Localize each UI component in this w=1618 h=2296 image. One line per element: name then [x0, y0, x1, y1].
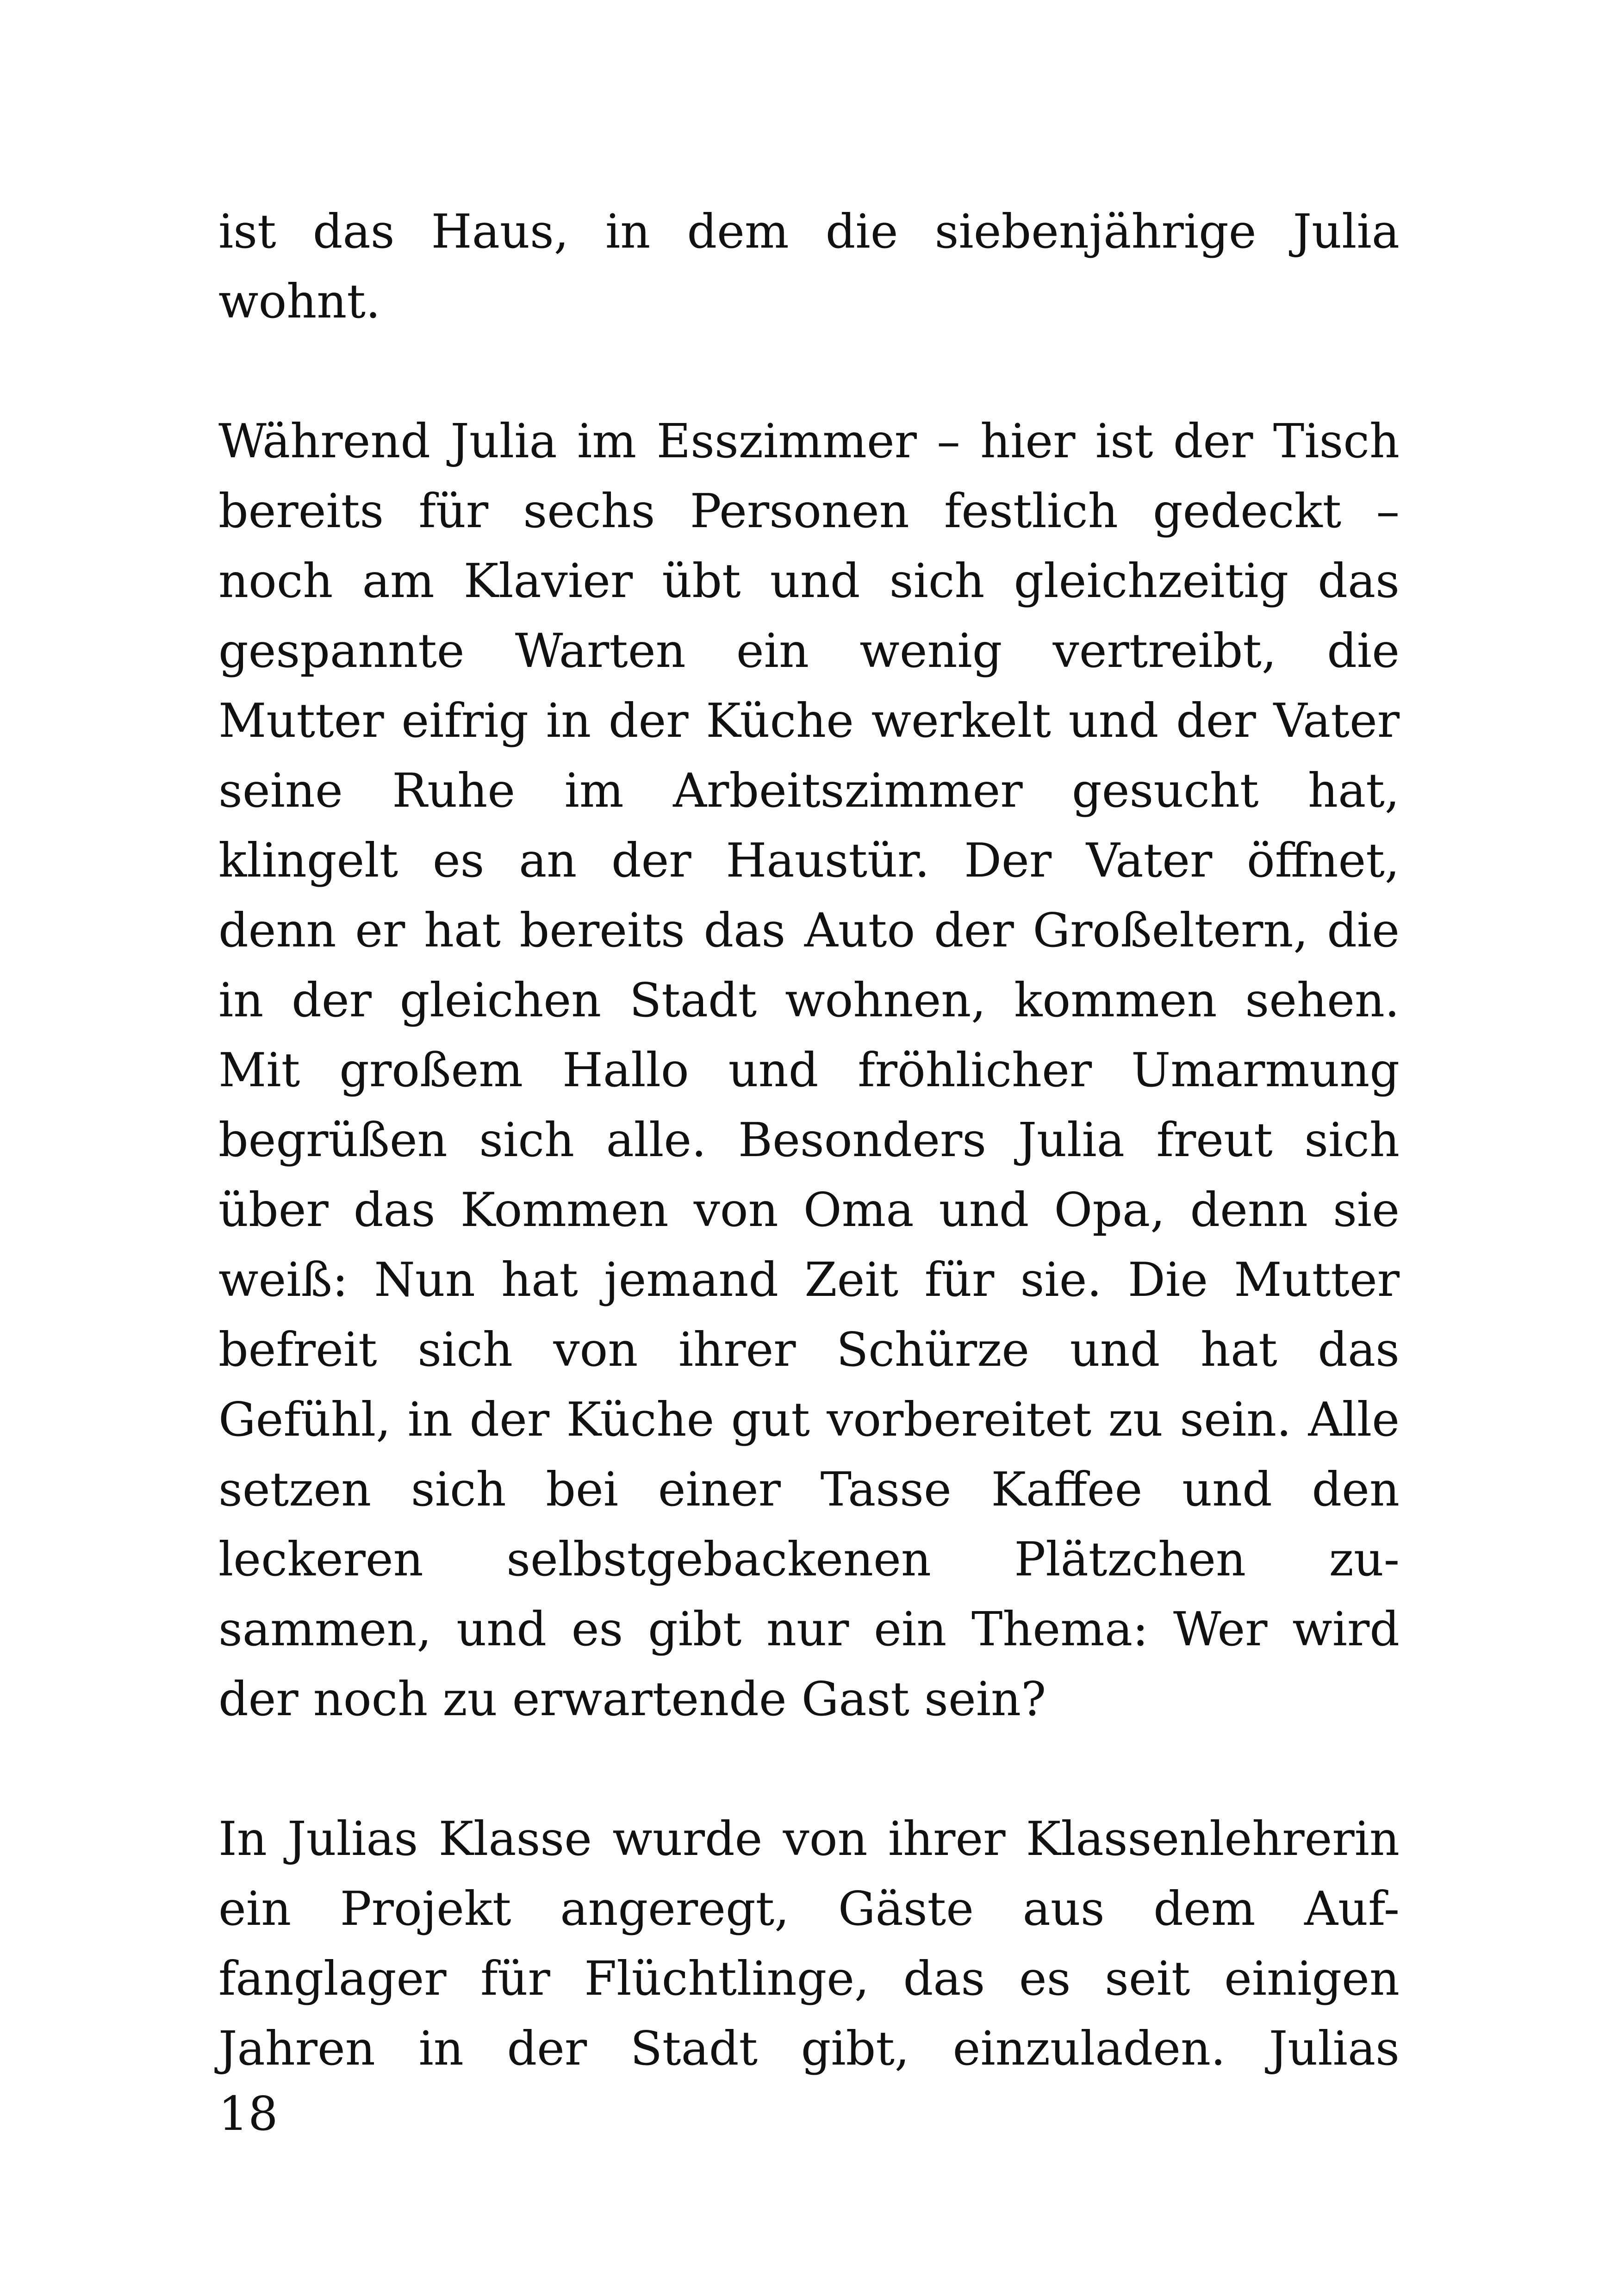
paragraph-3	[218, 1804, 1400, 2084]
text-line: begrüßen sich alle. Besonders Julia freut sich	[218, 1113, 1400, 1167]
text-line: Mutter eifrig in der Küche werkelt und der Vater	[218, 693, 1400, 748]
text-line: befreit sich von ihrer Schürze und hat das	[218, 1322, 1400, 1377]
text-line: wohnt.	[218, 274, 381, 329]
paragraph-2	[218, 406, 1400, 1734]
paragraph-1	[218, 197, 1400, 336]
text-line: in der gleichen Stadt wohnen, kommen sehen.	[218, 973, 1400, 1027]
page-number: 18	[218, 2086, 278, 2141]
text-line: klingelt es an der Haustür. Der Vater öffnet,	[218, 833, 1400, 888]
text-line: setzen sich bei einer Tasse Kaffee und den	[218, 1462, 1400, 1517]
body-text	[218, 197, 1400, 2084]
text-line: ist das Haus, in dem die siebenjährige Julia	[218, 204, 1400, 259]
text-line: denn er hat bereits das Auto der Großeltern, die	[218, 903, 1400, 958]
text-line: sammen, und es gibt nur ein Thema: Wer wird	[218, 1602, 1400, 1656]
text-line: über das Kommen von Oma und Opa, denn sie	[218, 1182, 1400, 1237]
text-line: weiß: Nun hat jemand Zeit für sie. Die Mutter	[218, 1252, 1400, 1307]
text-line: In Julias Klasse wurde von ihrer Klassenlehrerin	[218, 1811, 1400, 1866]
text-line: der noch zu erwartende Gast sein?	[218, 1672, 1046, 1726]
text-line: Mit großem Hallo und fröhlicher Umarmung	[218, 1043, 1400, 1097]
text-line: fanglager für Flüchtlinge, das es seit einigen	[218, 1951, 1400, 2006]
text-line: Jahren in der Stadt gibt, einzuladen. Julias	[218, 2021, 1400, 2076]
text-line: gespannte Warten ein wenig vertreibt, die	[218, 623, 1400, 678]
text-line: bereits für sechs Personen festlich gedeckt –	[218, 484, 1400, 538]
text-line: Gefühl, in der Küche gut vorbereitet zu sein. Alle	[218, 1392, 1400, 1447]
text-line: leckeren selbstgebackenen Plätzchen zu-	[218, 1532, 1400, 1587]
text-line: seine Ruhe im Arbeitszimmer gesucht hat,	[218, 763, 1400, 818]
text-line: ein Projekt angeregt, Gäste aus dem Auf-	[218, 1881, 1400, 1936]
text-line: noch am Klavier übt und sich gleichzeitig das	[218, 554, 1400, 608]
text-line: Während Julia im Esszimmer – hier ist der Tisch	[218, 414, 1400, 468]
